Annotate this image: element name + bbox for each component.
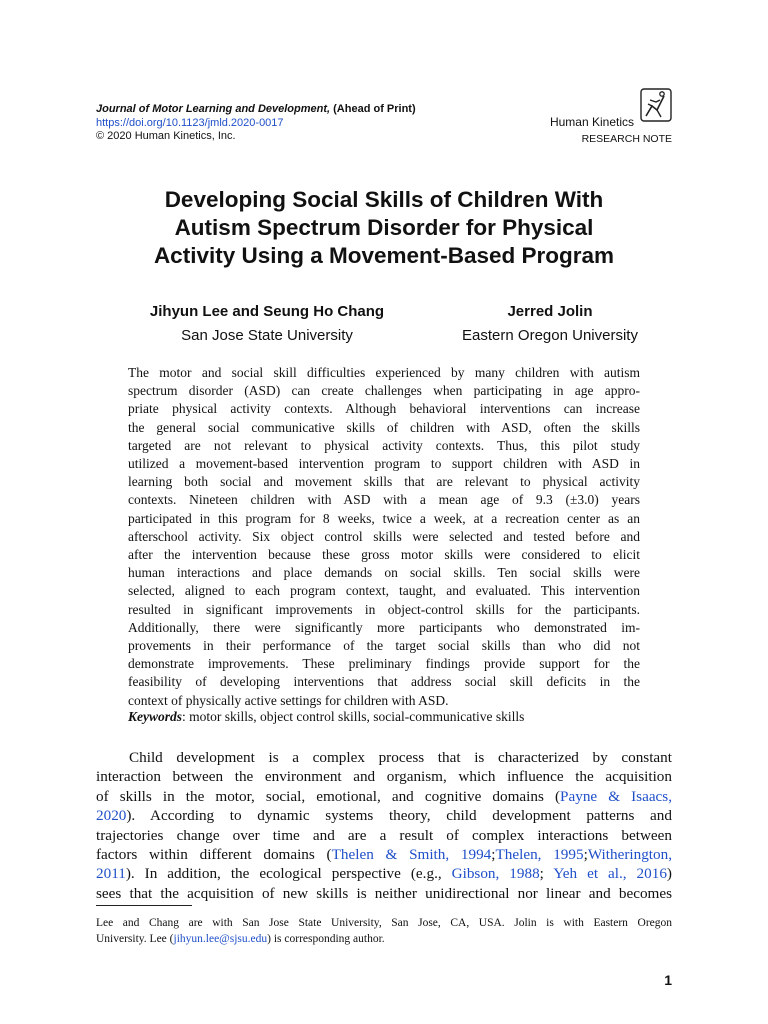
abstract-line: after the intervention because these gross motor skills were considered to elicit [128,547,640,563]
citation-link[interactable]: Witherington, [587,846,672,864]
body-text: ) [666,865,672,883]
body-text: ; [583,846,588,864]
body-text: of skills in the motor, social, emotional, and cognitive domains ( [96,787,561,805]
body-text: ). According to dynamic systems theory, child development patterns and [126,807,672,825]
body-line [96,748,672,767]
journal-info [96,103,416,144]
email-link[interactable]: jihyun.lee@sjsu.edu [173,933,268,945]
abstract-line: priate physical activity contexts. Although behavioral interventions can increase [128,401,640,417]
abstract-line: demonstrate improvements. These preliminary findings provide support for the [128,656,640,672]
body-text: ). In addition, the ecological perspective (e.g., [125,865,452,883]
journal-status: (Ahead of Print) [333,103,416,115]
author-names: Jerred Jolin [507,303,593,320]
footnote-line [96,931,672,947]
citation-link[interactable]: Thelen, 1995 [495,846,584,864]
footnote-divider [96,905,192,906]
title-line: Activity Using a Movement-Based Program [153,243,615,268]
abstract-line: The motor and social skill difficulties experienced by many children with autism [128,365,640,380]
abstract-line: feasibility of developing interventions that address social skill deficits in the [128,674,640,690]
abstract-line: learning both social and movement skills that are relevant to physical activity [128,474,640,490]
abstract-line: spectrum disorder (ASD) can create challenges when participating in age appro- [128,383,640,399]
body-line [96,826,672,845]
citation-link[interactable]: 2011 [96,865,126,883]
body-text: factors within different domains ( [96,846,332,864]
abstract-line: provements in their performance of the target social skills than who did not [128,638,640,654]
article-type: RESEARCH NOTE [581,133,672,145]
abstract-line: context of physically active settings for children with ASD. [128,692,449,708]
body-text: ; [539,865,554,883]
author-group [110,302,424,345]
body-text: ; [491,846,496,864]
body-line [96,845,672,864]
article-title [80,186,688,270]
keywords-text: : motor skills, object control skills, social-communicative skills [182,709,525,724]
page-number: 1 [664,972,672,988]
journal-name: Journal of Motor Learning and Development, [96,103,331,115]
doi-link[interactable]: https://doi.org/10.1123/jmld.2020-0017 [96,116,284,129]
body-text: interaction between the environment and organism, which influence the acquisition [96,768,672,786]
title-line: Developing Social Skills of Children With [164,187,604,212]
body-text: Child development is a complex process that is characterized by constant [129,749,672,766]
title-line: Autism Spectrum Disorder for Physical [174,215,594,240]
citation-link[interactable]: 2020 [96,807,127,825]
keywords-label: Keywords [128,709,182,724]
footnote-line: Lee and Chang are with San Jose State University, San Jose, CA, USA. Jolin is with Eastern Oregon [96,917,672,929]
copyright: © 2020 Human Kinetics, Inc. [96,130,236,142]
abstract-line: afterschool activity. Six object control skills were selected and tested before and [128,528,640,544]
body-text: trajectories change over time and are a result of complex interactions between [96,826,672,844]
publisher-block [532,88,672,148]
author-affiliation: San Jose State University [181,327,353,344]
body-line [96,767,672,786]
citation-link[interactable]: Yeh et al., 2016 [553,865,667,883]
body-paragraph [96,748,672,903]
footnote [96,915,672,947]
citation-link[interactable]: Payne & Isaacs, [560,787,673,805]
body-line [96,864,672,883]
body-line [96,806,672,825]
abstract [128,364,640,710]
footnote-text: University. Lee ( [96,933,174,945]
abstract-line: targeted are not relevant to physical activity contexts. Thus, this pilot study [128,437,640,453]
abstract-line: human interactions and place demands on social skills. Ten social skills were [128,565,640,581]
citation-link[interactable]: Gibson, 1988 [451,865,540,883]
author-group [440,302,660,345]
keywords [128,709,524,725]
abstract-line: selected, aligned to each program context, taught, and evaluated. This intervention [128,583,640,599]
publisher-name: Human Kinetics [549,115,634,129]
abstract-line: participated in this program for 8 weeks, twice a week, at a recreation center as an [128,510,640,526]
abstract-line: contexts. Nineteen children with ASD with a mean age of 9.3 (±3.0) years [128,492,640,508]
abstract-line: resulted in significant improvements in object-control skills for the participants. [128,601,640,617]
author-names: Jihyun Lee and Seung Ho Chang [149,303,385,320]
body-line [96,884,672,903]
author-affiliation: Eastern Oregon University [462,327,638,344]
abstract-line: Additionally, there were significantly more participants who demonstrated im- [128,619,640,635]
human-kinetics-logo-icon [640,88,672,122]
footnote-text: ) is corresponding author. [267,933,385,945]
abstract-line: utilized a movement-based intervention program to support children with ASD in [128,456,640,472]
abstract-line: the general social communicative skills of children with ASD, often the skills [128,419,640,435]
body-line [96,787,672,806]
citation-link[interactable]: Thelen & Smith, 1994 [331,846,492,864]
body-text: sees that the acquisition of new skills is neither unidirectional nor linear and becomes [96,884,672,902]
